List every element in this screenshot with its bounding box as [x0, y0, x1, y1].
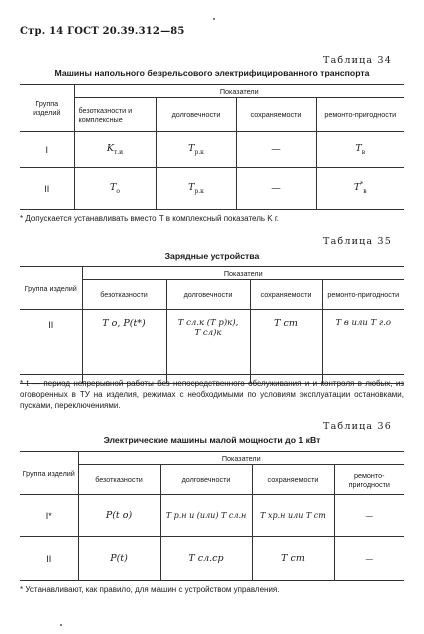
col-header-storability: сохраняемости — [236, 98, 316, 132]
cell-value: T р.н и (или) T сл.н — [160, 495, 252, 537]
col-header-indicators: Показатели — [74, 85, 404, 98]
col-header-indicators: Показатели — [78, 452, 404, 465]
cell-group: I* — [20, 495, 78, 537]
col-header-group: Группа изделий — [20, 85, 74, 132]
col-header-maintainability: ремонто-пригодности — [334, 465, 404, 495]
table-36-title: Электрические машины малой мощности до 1 кВт — [103, 435, 321, 445]
col-header-durability: долговечности — [156, 98, 236, 132]
cell-value: $K_{т.и}$ — [74, 132, 156, 168]
col-header-durability: долговечности — [160, 465, 252, 495]
cell-group: II — [20, 168, 74, 210]
scan-speck — [60, 624, 62, 626]
table-34-title: Машины напольного безрельсового электрифицированного транспорта — [54, 68, 370, 78]
table-36-label: Таблица 36 — [323, 421, 392, 432]
cell-value: $T^*_в$ — [316, 168, 404, 210]
table-row — [20, 495, 404, 537]
cell-group: II — [20, 537, 78, 581]
cell-value: $T_о$ — [74, 168, 156, 210]
scan-speck — [213, 18, 215, 20]
col-header-reliability: безотказности и комплексные — [74, 98, 156, 132]
cell-value: — — [236, 168, 316, 210]
table-row — [20, 310, 404, 384]
cell-group: II — [20, 310, 82, 384]
table-35-title: Зарядные устройства — [164, 251, 260, 261]
col-header-group: Группа изделий — [20, 267, 82, 310]
cell-line: T сл)к — [194, 328, 222, 338]
table-35-footnote: * t — период непрерывной работы без непосредственного обслуживания и и контроля в любых, из оговоренных в ТУ на изделия, режимах с необходимыми по условиям эксплуатации остановками, пусками, переключениями. — [20, 379, 404, 410]
table-row — [20, 168, 404, 210]
table-34-label: Таблица 34 — [323, 55, 392, 66]
cell-value: T о, P(t*) — [82, 310, 166, 384]
cell-value: T в или T г.о — [322, 310, 404, 384]
table-34-footnote: * Допускается устанавливать вместо T в комплексный показатель K г. — [20, 214, 279, 223]
cell-value — [166, 310, 250, 384]
cell-value: T ст — [250, 310, 322, 384]
table-34 — [20, 84, 404, 210]
col-header-indicators: Показатели — [82, 267, 404, 280]
cell-value: P(t о) — [78, 495, 160, 537]
cell-value: — — [334, 495, 404, 537]
col-header-reliability: безотказности — [78, 465, 160, 495]
col-header-reliability: безотказности — [82, 280, 166, 310]
col-header-maintainability: ремонто-пригодности — [322, 280, 404, 310]
table-35 — [20, 266, 404, 384]
cell-value: T ст — [252, 537, 334, 581]
table-35-bottom-rule — [20, 374, 404, 375]
cell-value: $T_{р.к}$ — [156, 132, 236, 168]
table-row — [20, 132, 404, 168]
cell-value: — — [334, 537, 404, 581]
col-header-durability: долговечности — [166, 280, 250, 310]
col-header-maintainability: ремонто-пригодности — [316, 98, 404, 132]
cell-value: T сл.ср — [160, 537, 252, 581]
col-header-storability: сохраняемости — [252, 465, 334, 495]
cell-line: T сл.к (T р)к), — [177, 318, 239, 328]
table-35-label: Таблица 35 — [323, 236, 392, 247]
table-36 — [20, 451, 404, 581]
col-header-storability: сохраняемости — [250, 280, 322, 310]
table-36-footnote: * Устанавливают, как правило, для машин с устройством управления. — [20, 585, 280, 594]
page-header: Стр. 14 ГОСТ 20.39.312—85 — [20, 26, 185, 37]
cell-group: I — [20, 132, 74, 168]
cell-value: $T_{р.к}$ — [156, 168, 236, 210]
col-header-group: Группа изделий — [20, 452, 78, 495]
cell-value: T хр.н или T ст — [252, 495, 334, 537]
table-row — [20, 537, 404, 581]
cell-value: $T_в$ — [316, 132, 404, 168]
cell-value: — — [236, 132, 316, 168]
cell-value: P(t) — [78, 537, 160, 581]
